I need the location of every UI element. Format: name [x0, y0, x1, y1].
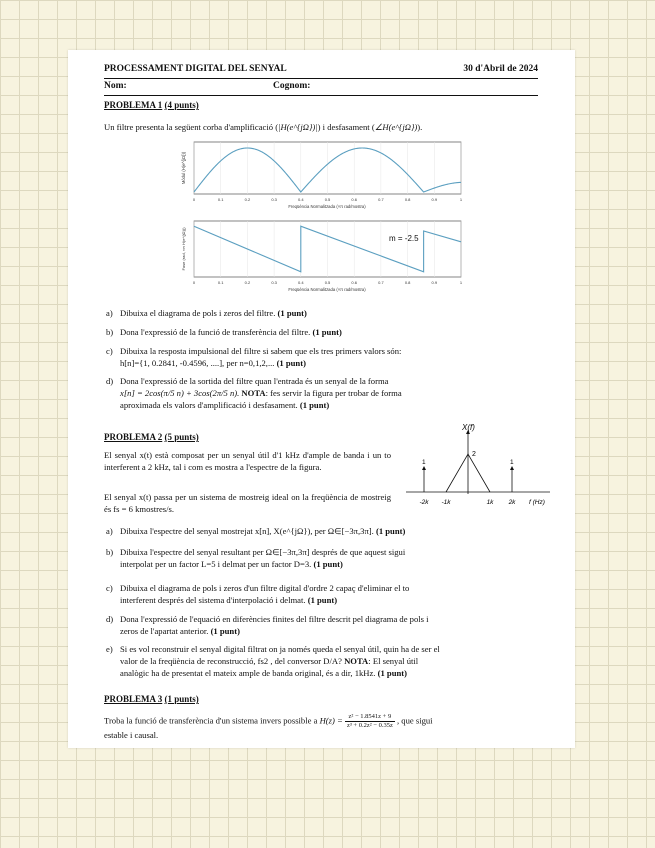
x-tick-label: 1	[459, 197, 463, 202]
name-rule	[104, 95, 538, 96]
p1-item-a: a) Dibuixa el diagrama de pols i zeros del filtre. (1 punt)	[106, 308, 307, 318]
header-rule	[104, 78, 538, 79]
p2-item-e: e) Si es vol reconstruir el senyal digital filtrat on ja només queda el senyal útil, quin ha de ser el valor de la freqüència de reconstrucció, fs2 , del conversor D/A? NOTA: El senyal útil analògic ha de presentat el mateix ample de banda original, és a dir, 1kHz. (1 punt)	[106, 644, 440, 679]
course-title: PROCESSAMENT DIGITAL DEL SENYAL	[104, 64, 287, 74]
exam-date: 30 d'Abril de 2024	[463, 64, 538, 74]
x-tick-label: 0.4	[298, 197, 304, 202]
spectrum-ylabel: X(f)	[462, 423, 475, 432]
tick-pos2k: 2k	[508, 499, 516, 506]
x-tick-label: 0	[192, 197, 196, 202]
x-tick-label: 0.7	[378, 280, 384, 285]
p1-item-b: b) Dona l'expressió de la funció de transferència del filtre. (1 punt)	[106, 327, 342, 337]
tick-neg1k: -1k	[441, 499, 451, 506]
problem3-text: Troba la funció de transferència d'un sistema invers possible a H(z) = $\frac{\text{z² − 1.8541z + 9}}{\text{z³ + 0.2z² − 0.35z}}$ , que sigui estable i causal.	[104, 713, 433, 740]
transfer-function-fraction: $\frac{\text{z² − 1.8541z + 9}}{\text{z³ + 0.2z² − 0.35z}}$	[346, 713, 393, 729]
x-tick-label: 0.7	[378, 197, 384, 202]
x-tick-label: 0.9	[431, 197, 438, 202]
x-tick-label: 0.6	[351, 280, 357, 285]
mag-ylabel: Mòdul (H(e^{jΩ}))	[181, 151, 186, 185]
impulse-neg-label: 1	[422, 459, 426, 466]
phase-ylabel: Fase (rad, ×π H(e^{jΩ}))	[181, 227, 186, 271]
p2-item-c: c) Dibuixa el diagrama de pols i zeros d'un filtre digital d'ordre 2 capaç d'eliminar el to interferent després del sistema d'interpolació i delmat. (1 punt)	[106, 583, 410, 606]
x-tick-label: 0.6	[351, 197, 357, 202]
triangle-label: 2	[472, 451, 476, 458]
x-tick-label: 0.3	[271, 280, 277, 285]
magnitude-plot	[176, 138, 466, 214]
x-tick-label: 0.1	[217, 280, 224, 285]
problem2-heading: PROBLEMA 2 (5 punts)	[104, 432, 199, 442]
name-label: Nom:	[104, 81, 127, 91]
x-tick-label: 0.1	[217, 197, 224, 202]
x-tick-label: 0.2	[244, 280, 251, 285]
p2-item-d: d) Dona l'expressió de l'equació en diferències finites del filtre descrit pel diagrama de pols i zeros de l'apartat anterior. (1 punt)	[106, 614, 429, 637]
x-tick-label: 0.8	[404, 197, 411, 202]
x-tick-label: 0.4	[298, 280, 304, 285]
p1-item-c: c) Dibuixa la resposta impulsional del filtre si sabem que els tres primers valors són: h[n]={1, 0.2841, -0.4596, ....], per n=0,1,2,... (1 punt)	[106, 346, 402, 369]
problem1-intro: Un filtre presenta la següent corba d'amplificació (|H(e^{jΩ})|) i desfasament (∠H(e^{jΩ})).	[104, 122, 423, 132]
p2-item-a: a) Dibuixa l'espectre del senyal mostrejat x[n], X(e^{jΩ}), per Ω∈[−3π,3π]. (1 punt)	[106, 526, 406, 536]
x-tick-label: 1	[459, 280, 463, 285]
impulse-pos-label: 1	[510, 459, 514, 466]
x-tick-label: 0.8	[404, 280, 411, 285]
problem3-heading: PROBLEMA 3 (1 punts)	[104, 694, 199, 704]
problem1-heading: PROBLEMA 1 (4 punts)	[104, 100, 199, 110]
p2-item-b: b) Dibuixa l'espectre del senyal resultant per Ω∈[−3π,3π] després de que aquest sigui interpolat per un factor L=5 i delmat per un factor D=3. (1 punt)	[106, 547, 406, 570]
phase-xlabel: Freqüència Normalitzada (×π rad/mostra)	[288, 287, 366, 292]
phase-plot	[176, 217, 466, 297]
phase-annotation: m = -2.5	[389, 234, 419, 243]
exam-page	[68, 50, 575, 748]
surname-label: Cognom:	[273, 81, 311, 91]
x-tick-label: 0	[192, 280, 196, 285]
transfer-function-lhs: H(z) =	[319, 715, 343, 726]
problem2-para1: El senyal x(t) està composat per un senyal útil d'1 kHz d'ample de banda i un to interferent a 2 kHz, tal i com es mostra a l'espectre de la figura.	[104, 450, 391, 472]
x-tick-label: 0.2	[244, 197, 251, 202]
x-tick-label: 0.5	[324, 280, 331, 285]
x-tick-label: 0.5	[324, 197, 331, 202]
tick-neg2k: -2k	[419, 499, 429, 506]
problem2-para2: El senyal x(t) passa per un sistema de mostreig ideal on la freqüència de mostreig és fs = 6 kmostres/s.	[104, 492, 391, 514]
spectrum-xlabel: f (Hz)	[529, 499, 545, 506]
x-tick-label: 0.3	[271, 197, 277, 202]
tick-pos1k: 1k	[486, 499, 494, 506]
mag-xlabel: Freqüència Normalitzada (×π rad/mostra)	[288, 204, 366, 209]
x-tick-label: 0.9	[431, 280, 438, 285]
p1-item-d: d) Dona l'expressió de la sortida del filtre quan l'entrada és un senyal de la forma x[n] = 2cos(π/5 n) + 3cos(2π/5 n). NOTA: fes servir la figura per trobar de forma aproximada els valors d'amplificació i desfasament. (1 punt)	[106, 376, 402, 411]
spectrum-figure	[398, 422, 563, 514]
